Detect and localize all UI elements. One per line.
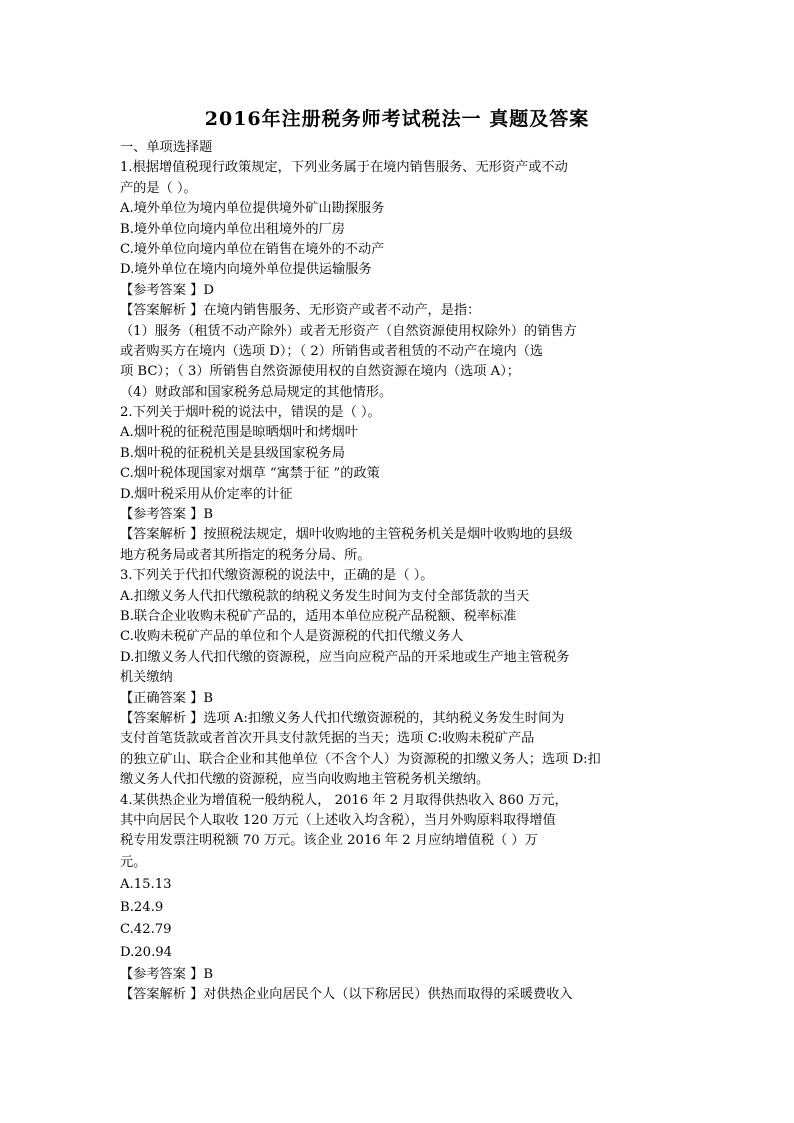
question-1-text: 产的是（ ）。 (120, 180, 197, 196)
question-2-option-d: D.烟叶税采用从价定率的计征 (120, 486, 293, 502)
question-4-text: 元。 (120, 854, 147, 870)
question-4-text: 税专用发票注明税额 70 万元。该企业 2016 年 2 月应纳增值税（ ）万 (120, 833, 538, 849)
question-4-text: 其中向居民个人取收 120 万元（上述收入均含税），当月外购原料取得增值 (120, 812, 556, 828)
question-3-explanation: 【答案解析 】选项 A:扣缴义务人代扣代缴资源税的，其纳税义务发生时间为 (120, 710, 565, 726)
question-3-explanation: 的独立矿山、联合企业和其他单位（不含个人）为资源税的扣缴义务人；选项 D:扣 (120, 751, 601, 767)
question-4-option-a: A.15.13 (120, 877, 172, 893)
question-3-option-d: D.扣缴义务人代扣代缴的资源税，应当向应税产品的开采地或生产地主管税务 (120, 649, 570, 665)
question-3-text: 3.下列关于代扣代缴资源税的说法中，正确的是（ ）。 (120, 568, 434, 584)
question-1-explanation: 或者购买方在境内（选项 D）；（ 2）所销售或者租赁的不动产在境内（选 (120, 343, 543, 359)
question-4-option-c: C.42.79 (120, 922, 172, 938)
question-1-option-b: B.境外单位向境内单位出租境外的厂房 (120, 221, 345, 237)
question-3-option-c: C.收购未税矿产品的单位和个人是资源税的代扣代缴义务人 (120, 629, 464, 645)
question-1-option-a: A.境外单位为境内单位提供境外矿山勘探服务 (120, 201, 385, 217)
question-2-option-a: A.烟叶税的征税范围是晾晒烟叶和烤烟叶 (120, 425, 358, 441)
question-3-explanation: 支付首笔货款或者首次开具支付款凭据的当天；选项 C:收购未税矿产品 (120, 731, 535, 747)
question-3-answer: 【正确答案 】B (120, 690, 214, 706)
question-4-answer: 【参考答案 】B (120, 966, 214, 982)
question-1-text: 1.根据增值税现行政策规定，下列业务属于在境内销售服务、无形资产或不动 (120, 160, 568, 176)
question-4-explanation: 【答案解析 】对供热企业向居民个人（以下称居民）供热而取得的采暖费收入 (120, 987, 573, 1003)
document-body (120, 138, 680, 1005)
question-2-option-c: C.烟叶税体现国家对烟草 “寓禁于征 ”的政策 (120, 466, 380, 482)
question-4-option-d: D.20.94 (120, 945, 173, 961)
question-2-option-b: B.烟叶税的征税机关是县级国家税务局 (120, 445, 345, 461)
question-3-option-a: A.扣缴义务人代扣代缴税款的纳税义务发生时间为支付全部货款的当天 (120, 588, 530, 604)
section-heading: 一、单项选择题 (120, 140, 213, 155)
question-3-explanation: 缴义务人代扣代缴的资源税，应当向收购地主管税务机关缴纳。 (120, 772, 490, 788)
question-4-option-b: B.24.9 (120, 899, 164, 915)
question-4-text: 4.某供热企业为增值税一般纳税人， 2016 年 2 月取得供热收入 860 万元， (120, 792, 568, 808)
question-1-explanation: （1）服务（租赁不动产除外）或者无形资产（自然资源使用权除外）的销售方 (120, 323, 577, 339)
question-1-explanation: 项 BC）；（ 3）所销售自然资源使用权的自然资源在境内（选项 A）； (120, 364, 520, 380)
question-2-explanation: 地方税务局或者其所指定的税务分局、所。 (120, 547, 371, 563)
document-title: 2016年注册税务师考试税法一 真题及答案 (204, 108, 590, 130)
question-1-answer: 【参考答案 】D (120, 282, 214, 298)
question-2-text: 2.下列关于烟叶税的说法中，错误的是（ ）。 (120, 405, 381, 421)
question-2-explanation: 【答案解析 】按照税法规定，烟叶收购地的主管税务机关是烟叶收购地的县级 (120, 527, 573, 543)
question-1-option-d: D.境外单位在境内向境外单位提供运输服务 (120, 262, 372, 278)
question-3-option-d: 机关缴纳 (120, 670, 173, 686)
question-1-option-c: C.境外单位向境内单位在销售在境外的不动产 (120, 241, 385, 257)
question-3-option-b: B.联合企业收购未税矿产品的，适用本单位应税产品税额、税率标准 (120, 608, 517, 624)
question-1-explanation: 【答案解析 】在境内销售服务、无形资产或者不动产，是指： (120, 303, 481, 319)
question-1-explanation: （4）财政部和国家税务总局规定的其他情形。 (120, 384, 393, 400)
question-2-answer: 【参考答案 】B (120, 507, 214, 523)
